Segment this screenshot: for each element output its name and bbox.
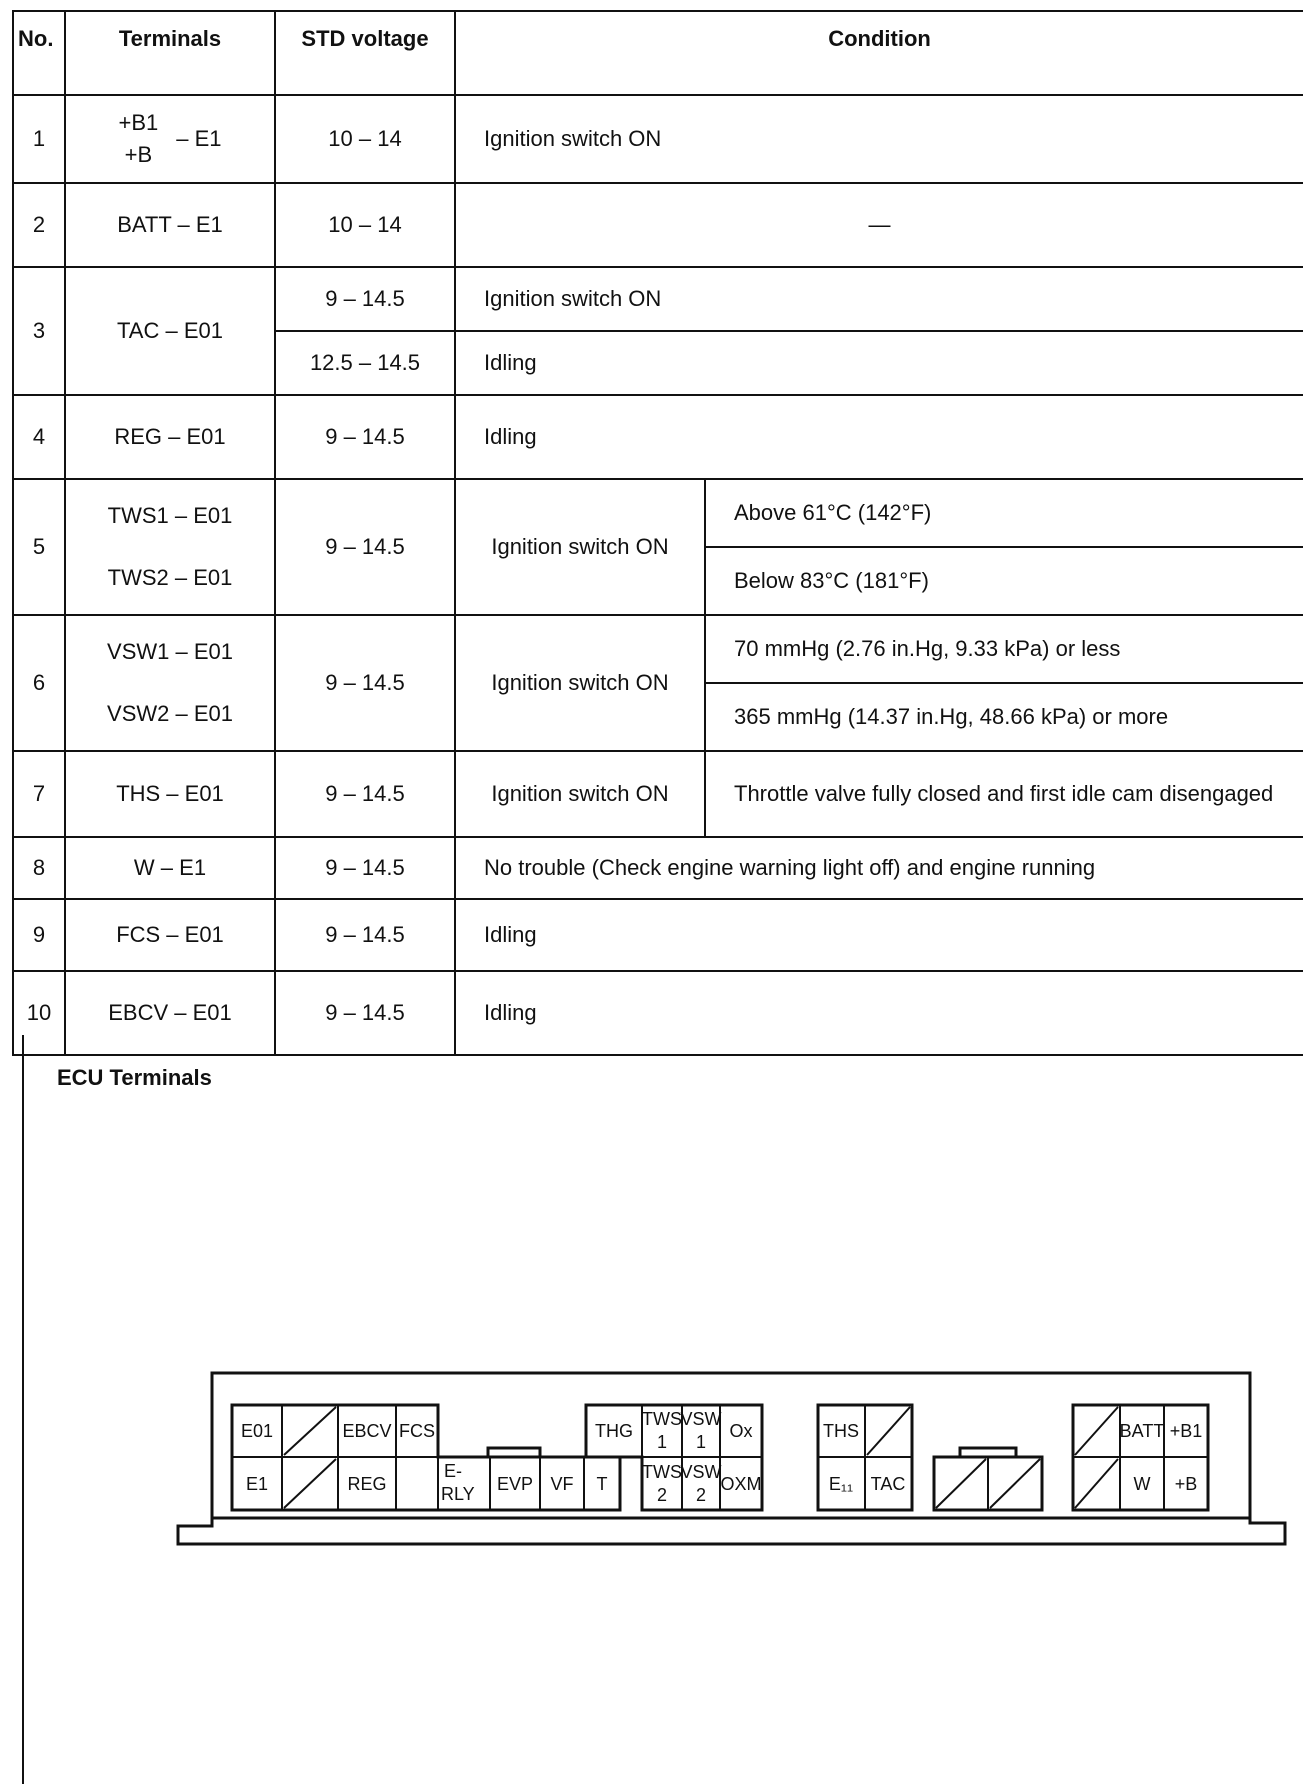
row-condition: Idling bbox=[455, 395, 1303, 479]
table-row bbox=[13, 479, 1303, 547]
row-no: 6 bbox=[13, 615, 65, 751]
unused-terminal-mark bbox=[284, 1407, 336, 1455]
table-header-row bbox=[13, 11, 1303, 95]
row-condition: Ignition switch ON bbox=[455, 615, 705, 751]
terminal-e01: E01 bbox=[240, 1421, 274, 1441]
terminal-vsw2: 2 bbox=[695, 1485, 707, 1505]
row-terminals bbox=[65, 479, 275, 615]
table-row bbox=[13, 971, 1303, 1055]
table-row bbox=[13, 267, 1303, 331]
row-voltage: 9 – 14.5 bbox=[275, 751, 455, 837]
terminal-fcs: FCS bbox=[399, 1421, 435, 1441]
terminal-oxm: OXM bbox=[720, 1474, 762, 1494]
terminal-e-rly: RLY bbox=[441, 1484, 475, 1504]
row-terminals: TAC – E01 bbox=[65, 267, 275, 395]
terminal-tws2: TWS bbox=[642, 1462, 682, 1482]
row-voltage: 9 – 14.5 bbox=[275, 615, 455, 751]
terminal-reg: REG bbox=[347, 1474, 387, 1494]
row-subcondition: Below 83°C (181°F) bbox=[705, 547, 1303, 615]
terminal-e1: E1 bbox=[245, 1474, 269, 1494]
row-voltage: 9 – 14.5 bbox=[275, 479, 455, 615]
terminal-b1: +B1 bbox=[1169, 1421, 1203, 1441]
terminal-vf: VF bbox=[550, 1474, 574, 1494]
row-condition: Ignition switch ON bbox=[455, 267, 1303, 331]
table-row bbox=[13, 899, 1303, 971]
unused-terminal-mark bbox=[284, 1459, 336, 1508]
row-condition: — bbox=[455, 183, 1303, 267]
header-condition: Condition bbox=[455, 11, 1303, 95]
terminal-ths: THS bbox=[823, 1421, 859, 1441]
terminal-batt: BATT bbox=[1119, 1421, 1165, 1441]
row-terminals bbox=[65, 95, 275, 183]
row-no: 4 bbox=[13, 395, 65, 479]
terminal-label: +B bbox=[124, 142, 153, 167]
terminal-label: +B1 bbox=[118, 110, 159, 135]
row-condition: Idling bbox=[455, 971, 1303, 1055]
row-voltage: 10 – 14 bbox=[275, 95, 455, 183]
terminal-tws2: 2 bbox=[656, 1485, 668, 1505]
terminal-e11: E₁₁ bbox=[828, 1474, 854, 1494]
terminal-label: – E1 bbox=[176, 126, 222, 151]
terminal-label: VSW1 – E01 bbox=[107, 639, 233, 664]
row-terminals: W – E1 bbox=[65, 837, 275, 899]
unused-terminal-mark bbox=[936, 1459, 986, 1508]
unused-terminal-mark bbox=[867, 1407, 910, 1455]
terminal-thg: THG bbox=[595, 1421, 633, 1441]
terminal-evp: EVP bbox=[496, 1474, 534, 1494]
table-row bbox=[13, 615, 1303, 683]
terminal-ebcv: EBCV bbox=[342, 1421, 392, 1441]
row-voltage: 12.5 – 14.5 bbox=[275, 331, 455, 395]
header-std-voltage: STD voltage bbox=[275, 11, 455, 95]
row-no: 2 bbox=[13, 183, 65, 267]
row-voltage: 9 – 14.5 bbox=[275, 267, 455, 331]
terminal-e-rly: E- bbox=[444, 1461, 462, 1481]
row-voltage: 9 – 14.5 bbox=[275, 395, 455, 479]
ecu-connector-diagram bbox=[170, 1360, 1290, 1570]
row-subcondition: Throttle valve fully closed and first idle cam disengaged bbox=[705, 751, 1303, 837]
unused-terminal-mark bbox=[1075, 1407, 1118, 1455]
table-row bbox=[13, 751, 1303, 837]
row-voltage: 9 – 14.5 bbox=[275, 971, 455, 1055]
row-no: 3 bbox=[13, 267, 65, 395]
margin-rule bbox=[22, 1035, 24, 1784]
terminal-tac: TAC bbox=[870, 1474, 906, 1494]
row-voltage: 10 – 14 bbox=[275, 183, 455, 267]
row-condition: Ignition switch ON bbox=[455, 751, 705, 837]
terminal-label: TWS1 – E01 bbox=[107, 503, 233, 528]
row-no: 7 bbox=[13, 751, 65, 837]
row-terminals: FCS – E01 bbox=[65, 899, 275, 971]
terminal-tws1: 1 bbox=[656, 1432, 668, 1452]
row-condition: Idling bbox=[455, 331, 1303, 395]
table-row bbox=[13, 395, 1303, 479]
terminal-vsw2: VSW bbox=[680, 1462, 722, 1482]
row-condition: Ignition switch ON bbox=[455, 479, 705, 615]
terminal-t: T bbox=[596, 1474, 608, 1494]
terminal-voltage-table bbox=[12, 10, 1303, 1056]
row-no: 8 bbox=[13, 837, 65, 899]
row-subcondition: 70 mmHg (2.76 in.Hg, 9.33 kPa) or less bbox=[705, 615, 1303, 683]
header-no: No. bbox=[13, 11, 65, 95]
row-terminals: THS – E01 bbox=[65, 751, 275, 837]
terminal-tws1: TWS bbox=[642, 1409, 682, 1429]
terminal-b: +B bbox=[1174, 1474, 1198, 1494]
row-terminals: REG – E01 bbox=[65, 395, 275, 479]
row-voltage: 9 – 14.5 bbox=[275, 837, 455, 899]
ecu-housing-lip bbox=[212, 1518, 1250, 1526]
terminal-label: VSW2 – E01 bbox=[107, 701, 233, 726]
row-no: 1 bbox=[13, 95, 65, 183]
ecu-terminals-heading: ECU Terminals bbox=[57, 1065, 212, 1090]
row-no: 5 bbox=[13, 479, 65, 615]
row-voltage: 9 – 14.5 bbox=[275, 899, 455, 971]
terminal-vsw1: VSW bbox=[680, 1409, 722, 1429]
row-condition: Idling bbox=[455, 899, 1303, 971]
header-terminals: Terminals bbox=[65, 11, 275, 95]
unused-terminal-mark bbox=[1075, 1459, 1118, 1508]
row-condition: No trouble (Check engine warning light off) and engine running bbox=[455, 837, 1303, 899]
unused-terminal-mark bbox=[990, 1459, 1040, 1508]
row-terminals bbox=[65, 615, 275, 751]
row-no: 10 bbox=[13, 971, 65, 1055]
terminal-ox: Ox bbox=[729, 1421, 753, 1441]
row-condition: Ignition switch ON bbox=[455, 95, 1303, 183]
table-row bbox=[13, 95, 1303, 183]
table-row bbox=[13, 837, 1303, 899]
row-no: 9 bbox=[13, 899, 65, 971]
row-terminals: BATT – E1 bbox=[65, 183, 275, 267]
table-row bbox=[13, 183, 1303, 267]
terminal-w: W bbox=[1133, 1474, 1151, 1494]
row-subcondition: Above 61°C (142°F) bbox=[705, 479, 1303, 547]
row-subcondition: 365 mmHg (14.37 in.Hg, 48.66 kPa) or more bbox=[705, 683, 1303, 751]
terminal-vsw1: 1 bbox=[695, 1432, 707, 1452]
terminal-label: TWS2 – E01 bbox=[107, 565, 233, 590]
row-terminals: EBCV – E01 bbox=[65, 971, 275, 1055]
